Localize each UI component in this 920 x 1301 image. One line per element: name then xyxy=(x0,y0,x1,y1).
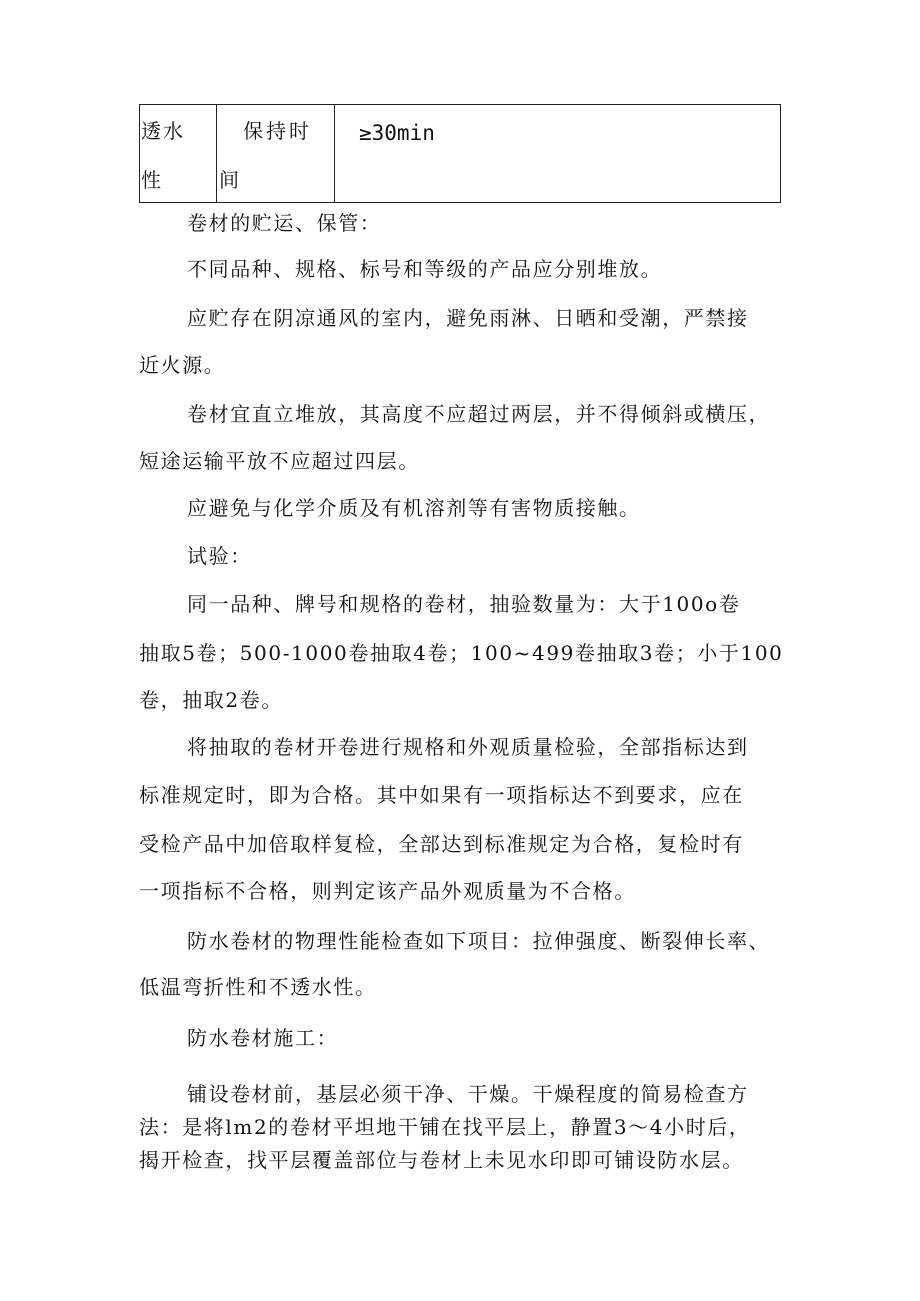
paragraph-line: 抽取5卷；500-1000卷抽取4卷；100~499卷抽取3卷；小于100 xyxy=(139,641,784,665)
paragraph-line: 应贮存在阴凉通风的室内，避免雨淋、日晒和受潮，严禁接 xyxy=(187,306,749,330)
paragraph-line: 法：是将lm2的卷材平坦地干铺在找平层上，静置3～4小时后， xyxy=(139,1115,751,1139)
paragraph-line: 卷材宜直立堆放，其高度不应超过两层，并不得倾斜或横压， xyxy=(187,402,771,426)
paragraph-line: 低温弯折性和不透水性。 xyxy=(139,975,377,999)
paragraph-line: 试验： xyxy=(187,544,252,568)
paragraph-line: 将抽取的卷材开卷进行规格和外观质量检验，全部指标达到 xyxy=(187,735,749,759)
paragraph-line: 铺设卷材前，基层必须干净、干燥。干燥程度的简易检查方 xyxy=(187,1082,749,1106)
paragraph-line: 防水卷材的物理性能检查如下项目：拉伸强度、断裂伸长率、 xyxy=(187,929,771,953)
paragraph-line: 防水卷材施工： xyxy=(187,1026,339,1050)
table-cell-text: 间 xyxy=(219,168,239,192)
paragraph-line: 揭开检查，找平层覆盖部位与卷材上未见水印即可铺设防水层。 xyxy=(139,1148,744,1172)
paragraph-line: 受检产品中加倍取样复检，全部达到标准规定为合格，复检时有 xyxy=(139,832,744,856)
table-cell-text: 透水 xyxy=(141,119,185,143)
table-cell-text: 性 xyxy=(141,168,161,192)
paragraph-line: 应避免与化学介质及有机溶剂等有害物质接触。 xyxy=(187,496,641,520)
paragraph-line: 卷材的贮运、保管： xyxy=(187,211,382,235)
paragraph-line: 近火源。 xyxy=(139,353,226,377)
paragraph-line: 一项指标不合格，则判定该产品外观质量为不合格。 xyxy=(139,879,636,903)
paragraph-line: 短途运输平放不应超过四层。 xyxy=(139,449,420,473)
paragraph-line: 不同品种、规格、标号和等级的产品应分别堆放。 xyxy=(187,257,663,281)
paragraph-line: 标准规定时，即为合格。其中如果有一项指标达不到要求，应在 xyxy=(139,783,744,807)
paragraph-line: 同一品种、牌号和规格的卷材，抽验数量为：大于100o卷 xyxy=(187,592,741,616)
table-cell-text: 保持时 xyxy=(243,119,312,143)
paragraph-line: 卷，抽取2卷。 xyxy=(139,688,283,712)
table-cell-text: ≥30min xyxy=(359,121,435,145)
